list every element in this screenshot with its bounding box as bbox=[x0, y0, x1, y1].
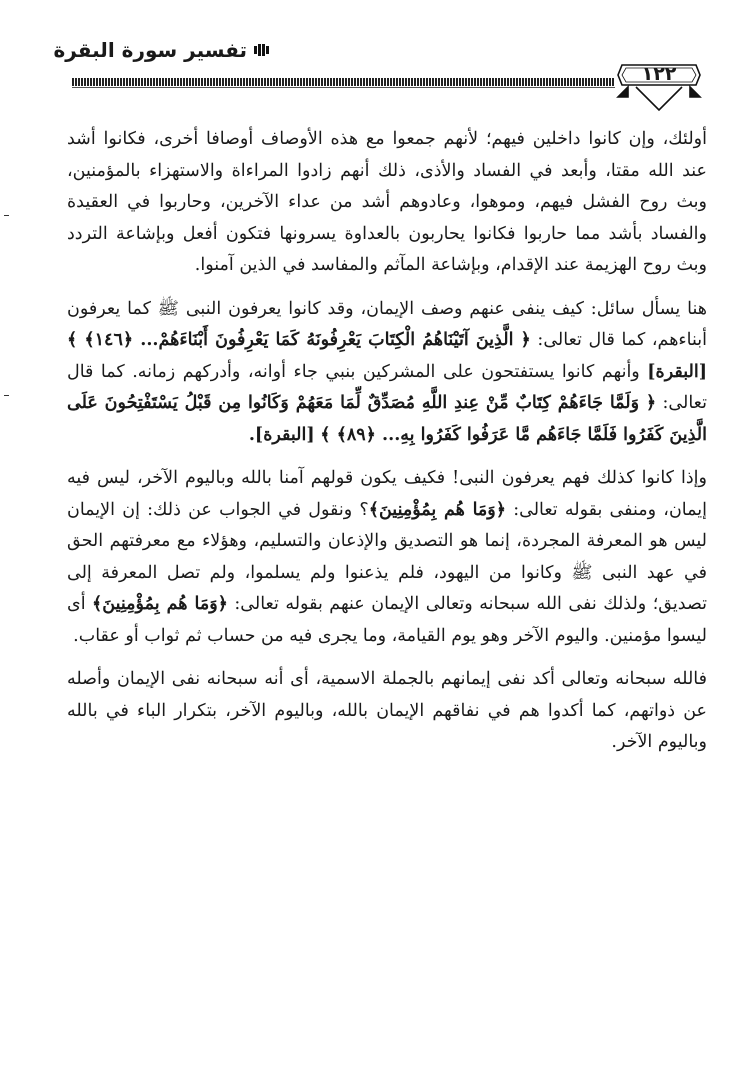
page-number: ١٢٢ bbox=[641, 63, 677, 85]
chapter-title: تفسير سورة البقرة bbox=[53, 38, 247, 62]
text-run: وإذا كانوا كذلك فهم يعرفون النبى! فكيف يكون قولهم آمنا بالله وباليوم الآخر، ليس فيه إيمان، ومنفى بقوله تعالى: bbox=[67, 468, 707, 520]
header-rule-thin bbox=[72, 87, 615, 88]
text-run: وأنهم كانوا يستفتحون على المشركين بنبي جاء أوانه، وأدركهم زمانه. كما قال تعالى: bbox=[67, 361, 707, 413]
surah-reference: [البقرة] bbox=[647, 361, 707, 382]
paragraph bbox=[67, 664, 707, 759]
quran-verse: ﴿ وَلَمَّا جَاءَهُمْ كِتَابٌ مِّنْ عِندِ اللَّهِ مُصَدِّقٌ لِّمَا مَعَهُمْ وَكَانُوا مِن قَبْلُ يَسْتَفْتِحُونَ عَلَى الَّذِينَ كَفَرُوا فَلَمَّا جَاءَهُم مَّا عَرَفُوا كَفَرُوا بِهِ... ﴿٨٩﴾ ﴾ bbox=[67, 393, 707, 445]
text-run: هنا يسأل سائل: كيف ينفى عنهم وصف الإيمان، وقد كانوا يعرفون النبى ﷺ كما يعرفون أبناءهم، كما قال تعالى: bbox=[67, 298, 707, 350]
quran-verse: ﴿ الَّذِينَ آتَيْنَاهُمُ الْكِتَابَ يَعْرِفُونَهُ كَمَا يَعْرِفُونَ أَبْنَاءَهُمْ... ﴿١٤٦﴾ ﴾ bbox=[67, 330, 531, 350]
surah-reference: [البقرة]. bbox=[248, 424, 315, 445]
margin-mark bbox=[4, 215, 9, 216]
paragraph bbox=[67, 463, 707, 652]
paragraph bbox=[67, 294, 707, 452]
text-run: ؟ ونقول في الجواب عن ذلك: إن الإيمان ليس هو المعرفة المجردة، إنما هو التصديق والإذعان والتسليم، وهؤلاء مع معرفتهم الحق في عهد النبى ﷺ وكانوا من اليهود، فلم يذعنوا ولم يسلموا، ولم تصل المعرفة إلى تصديق؛ ولذلك نفى الله سبحانه وتعالى الإيمان عنهم بقوله تعالى: bbox=[67, 499, 707, 614]
quran-verse: ﴿وَمَا هُم بِمُؤْمِنِينَ﴾ bbox=[368, 499, 507, 520]
flower-ornament-icon bbox=[252, 43, 272, 57]
header-rule bbox=[72, 78, 615, 86]
text-run: أولئك، وإن كانوا داخلين فيهم؛ لأنهم جمعوا مع هذه الأوصاف أوصافا أخرى، فكانوا أشد عند الله مقتا، وأبعد في الفساد والأذى، ذلك أنهم زادوا المراءاة والاستهزاء بالمؤمنين، وبث روح الفشل فيهم، وموهوا، وعادوهم أشد من عداء الآخرين، وحاربوا في العقيدة والفساد بأشد مما حاربوا فكانوا يحاربون بالعداوة يسرونها فتكون أفعل وبإشاعة التردد وبث روح الهزيمة عند الإقدام، وبإشاعة المآثم والمفاسد في الذين آمنوا. bbox=[67, 129, 707, 275]
text-run: أى ليسوا مؤمنين. واليوم الآخر وهو يوم القيامة، وما يجرى فيه من حساب ثم ثواب أو عقاب. bbox=[67, 594, 707, 646]
quran-verse: ﴿وَمَا هُم بِمُؤْمِنِينَ﴾ bbox=[92, 594, 228, 614]
margin-mark bbox=[4, 395, 9, 396]
body-text bbox=[67, 124, 707, 771]
text-run: فالله سبحانه وتعالى أكد نفى إيمانهم بالجملة الاسمية، أى أنه سبحانه نفى الإيمان وأصله عن ذواتهم، كما أكدوا هم في نفاقهم الإيمان بالله، وباليوم الآخر، بتكرار الباء في بالله وباليوم الآخر. bbox=[67, 669, 707, 752]
paragraph bbox=[67, 124, 707, 282]
